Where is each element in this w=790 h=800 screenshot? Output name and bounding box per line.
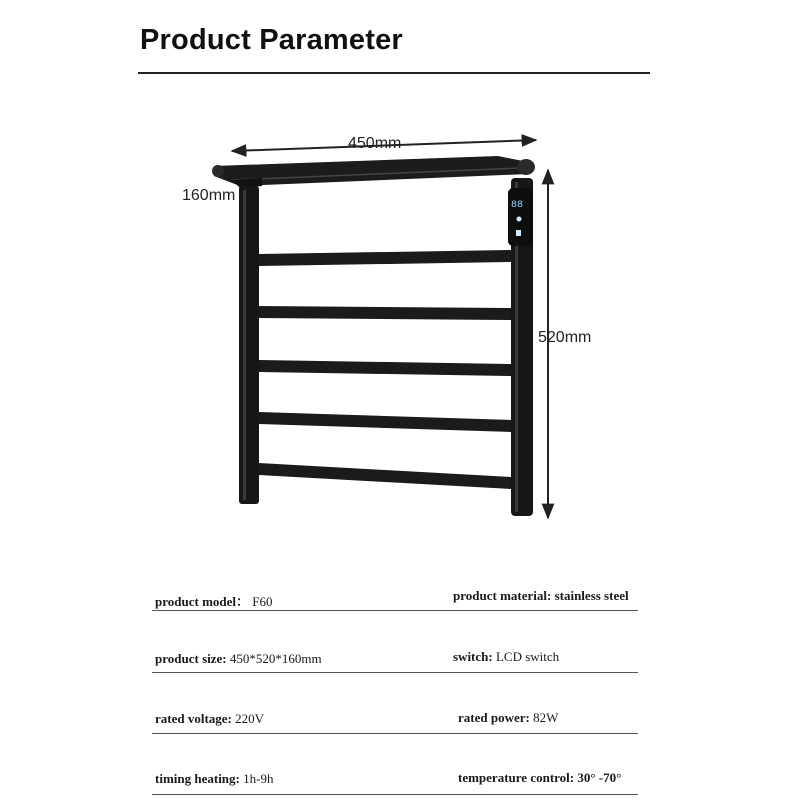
spec-switch: switch: LCD switch: [453, 649, 560, 664]
row-divider: [152, 672, 638, 673]
spec-rated-voltage: rated voltage: 220V: [155, 711, 265, 726]
rack-bar: [259, 412, 511, 432]
spec-product-model: product model： F60: [155, 594, 273, 609]
spec-rated-power: rated power: 82W: [458, 710, 559, 725]
shelf-end-left: [212, 165, 224, 177]
rack-bar: [259, 463, 511, 489]
shelf-end-right: [517, 159, 535, 175]
rack-bar: [259, 306, 511, 320]
left-post-highlight: [243, 190, 246, 500]
height-label: 520mm: [538, 329, 592, 346]
width-label: 450mm: [348, 135, 402, 152]
row-divider: [152, 794, 638, 795]
power-button-icon: [517, 217, 522, 222]
spec-product-material: product material: stainless steel: [453, 588, 629, 603]
rack-bars: [259, 250, 511, 489]
row-divider: [152, 733, 638, 734]
timer-button-icon: [516, 230, 521, 236]
lcd-display: 88: [511, 200, 524, 211]
rack-bar: [259, 250, 511, 266]
page-title: Product Parameter: [140, 24, 403, 56]
row-divider: [152, 610, 638, 611]
spec-temperature-control: temperature control: 30° -70°: [458, 770, 622, 785]
depth-label: 160mm: [182, 187, 236, 204]
left-post: [239, 186, 259, 504]
spec-product-size: product size: 450*520*160mm: [155, 651, 322, 666]
rack-bar: [259, 360, 511, 376]
spec-timing-heating: timing heating: 1h-9h: [155, 771, 274, 786]
